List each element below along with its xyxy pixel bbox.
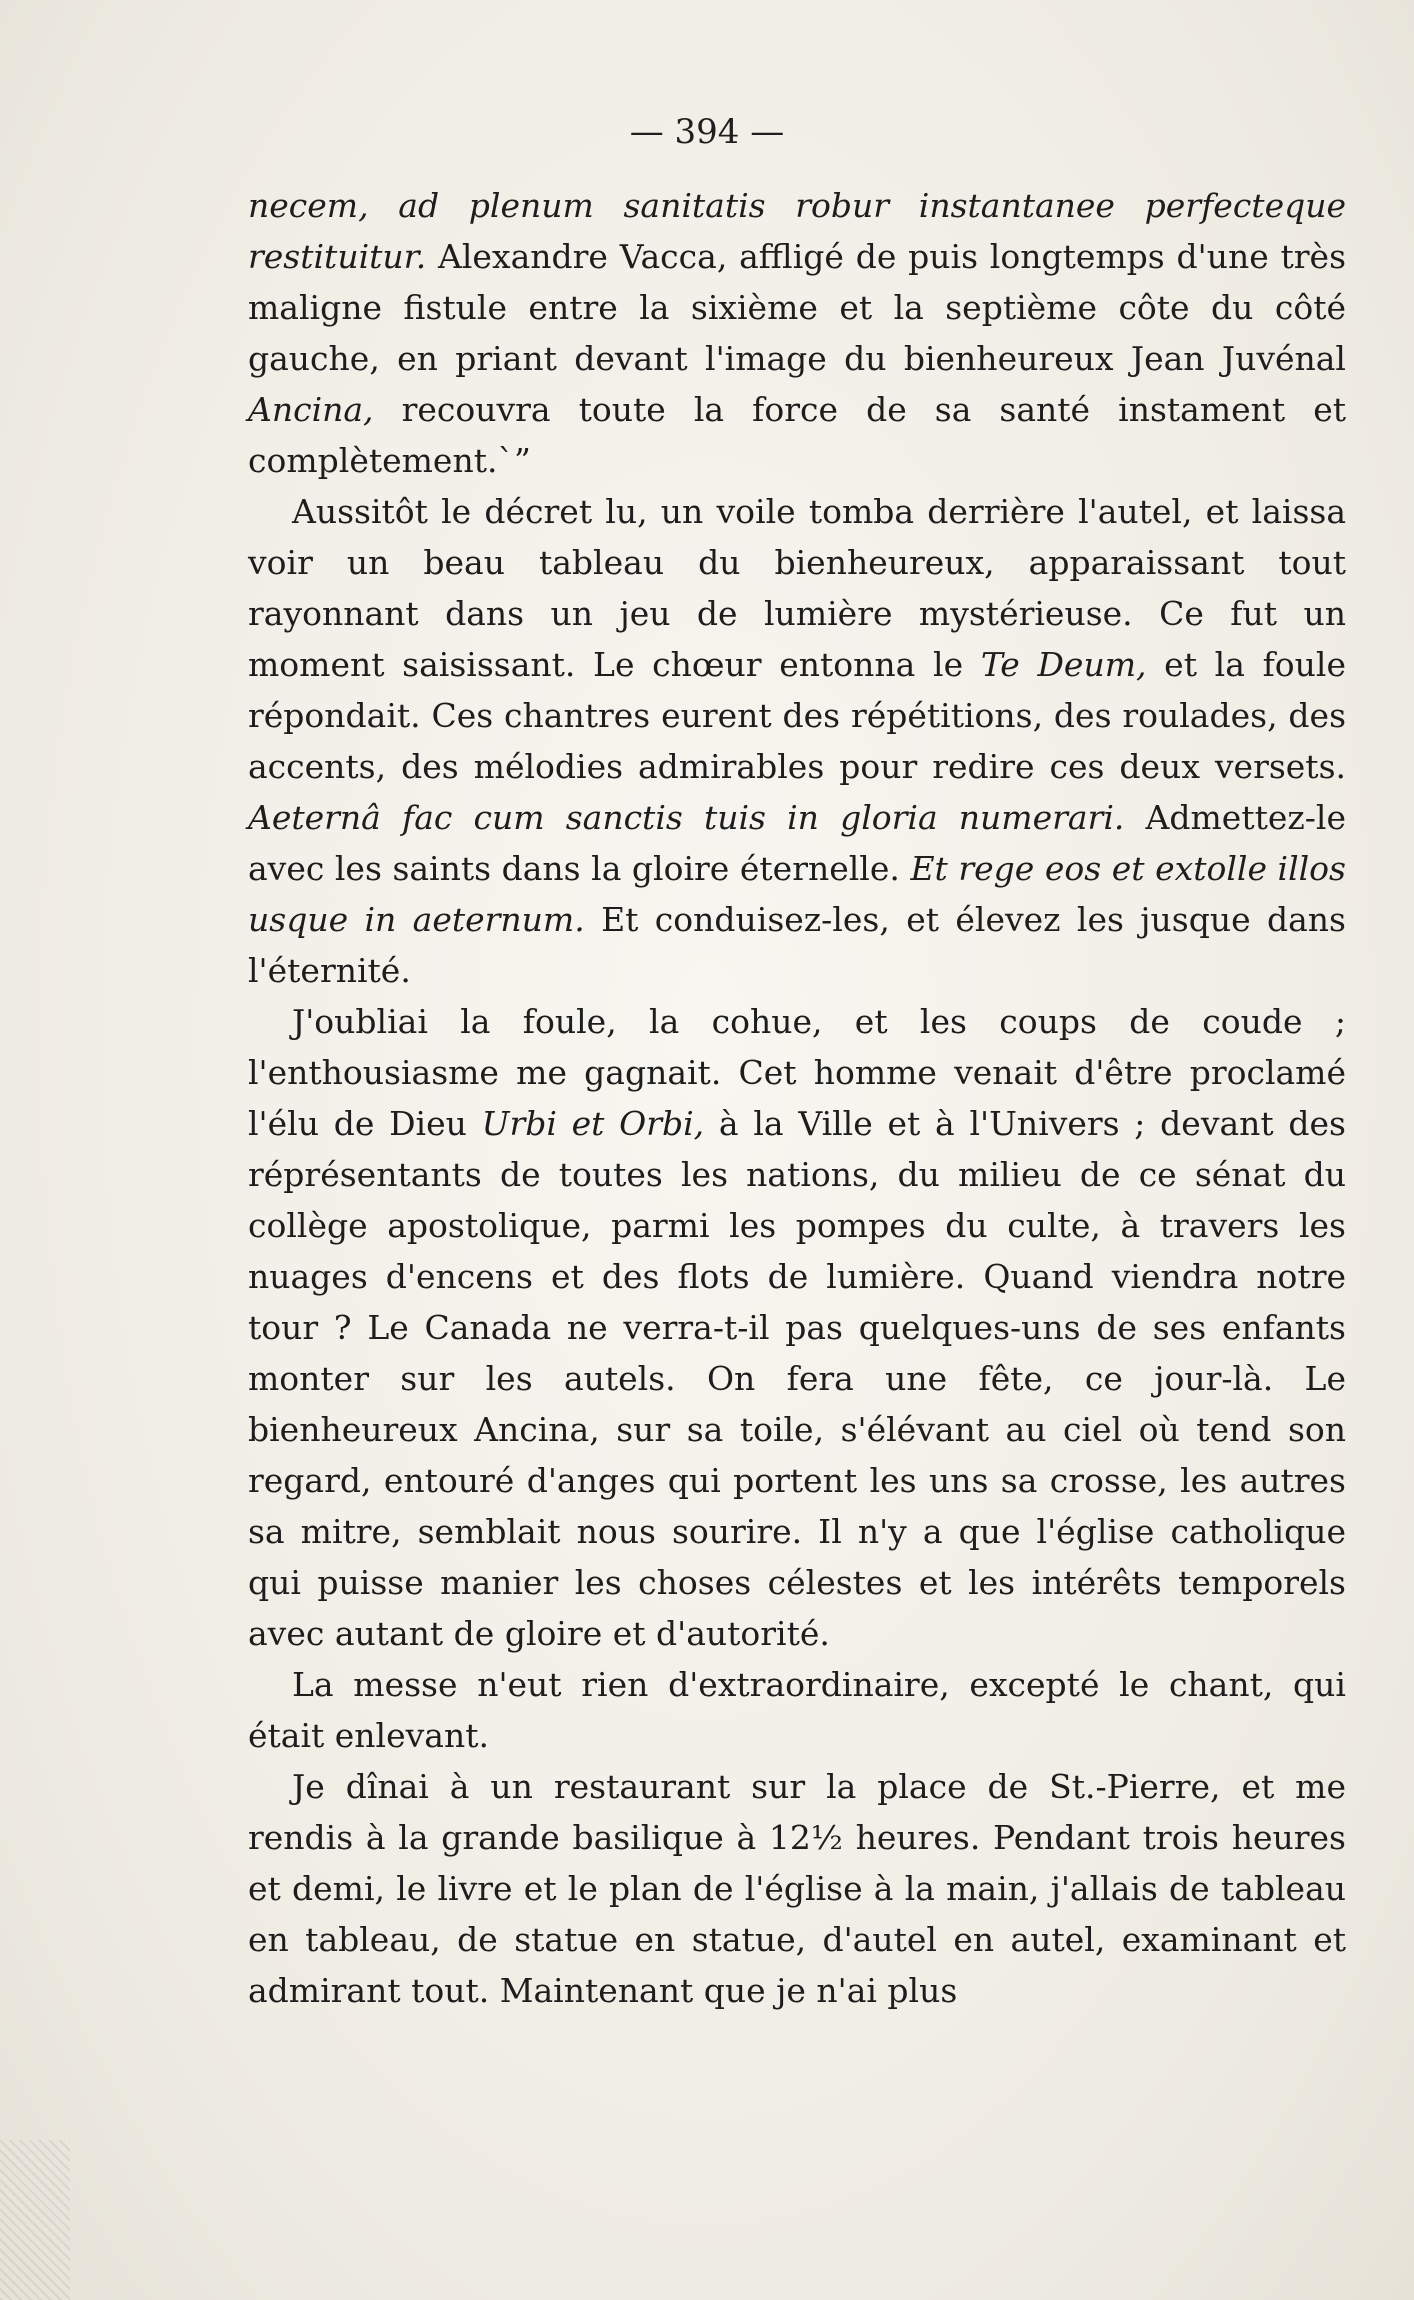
latin-text: Urbi et Orbi, [481,1104,705,1143]
text-run: recouvra toute la force de sa santé instament et complètement.`” [248,390,1346,480]
latin-text: necem, ad plenum sanitatis robur instantanee perfecteque restituitur. [248,186,1346,276]
paragraph [248,1659,1346,1761]
paragraph [248,180,1346,486]
paragraph [248,486,1346,996]
text-run: et la foule répondait. Ces chantres eurent des répétitions, des roulades, des accents, des mélodies admirables pour redire ces deux versets. [248,645,1346,786]
page-number: — 394 — [629,112,785,152]
text-run: J'oubliai la foule, la cohue, et les coups de coude ; l'enthousiasme me gagnait. Cet homme venait d'être proclamé l'élu de Dieu [248,1002,1346,1143]
latin-text: Aeternâ fac cum sanctis tuis in gloria numerari. [248,798,1125,837]
latin-text: Et rege eos et extolle illos usque in aeternum. [248,849,1346,939]
text-run: Alexandre Vacca, affligé de puis longtemps d'une très maligne fistule entre la sixième et la septième côte du côté gauche, en priant devant l'image du bienheureux Jean Juvénal [248,237,1346,378]
name-text: Ancina, [248,390,374,429]
paragraph [248,1761,1346,2016]
text-run: Je dînai à un restaurant sur la place de St.-Pierre, et me rendis à la grande basilique à 12½ heures. Pendant trois heures et demi, le livre et le plan de l'église à la main, j'allais de tableau en tableau, de statue en statue, d'autel en autel, examinant et admirant tout. Maintenant que je n'ai plus [248,1767,1346,2010]
paragraph [248,996,1346,1659]
latin-text: Te Deum, [980,645,1147,684]
text-run: Et conduisez-les, et élevez les jusque dans l'éternité. [248,900,1346,990]
page-edge-speckle [0,2140,70,2300]
body-text [248,180,1346,2016]
text-run: Admettez-le avec les saints dans la gloire éternelle. [248,798,1346,888]
text-run: à la Ville et à l'Univers ; devant des réprésentants de toutes les nations, du milieu de ce sénat du collège apostolique, parmi les pompes du culte, à travers les nuages d'encens et des flots de lumière. Quand viendra notre tour ? Le Canada ne verra-t-il pas quelques-uns de ses enfants monter sur les autels. On fera une fête, ce jour-là. Le bienheureux Ancina, sur sa toile, s'élévant au ciel où tend son regard, entouré d'anges qui portent les uns sa crosse, les autres sa mitre, semblait nous sourire. Il n'y a que l'église catholique qui puisse manier les choses célestes et les intérêts temporels avec autant de gloire et d'autorité. [248,1104,1346,1653]
text-run: Aussitôt le décret lu, un voile tomba derrière l'autel, et laissa voir un beau tableau du bienheureux, apparaissant tout rayonnant dans un jeu de lumière mystérieuse. Ce fut un moment saisissant. Le chœur entonna le [248,492,1346,684]
text-run: La messe n'eut rien d'extraordinaire, excepté le chant, qui était enlevant. [248,1665,1346,1755]
